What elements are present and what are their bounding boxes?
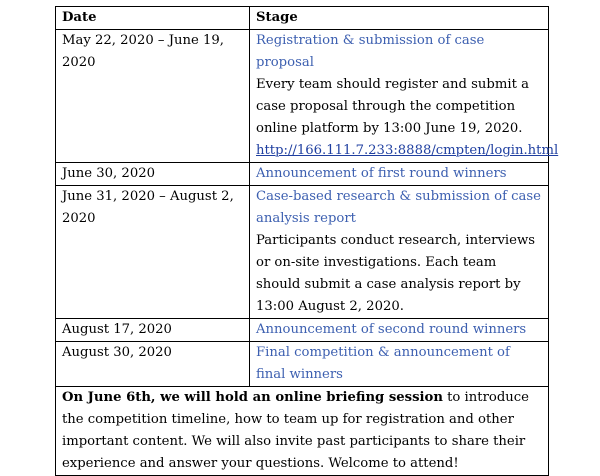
note-text: to introduce the competition timeline, how to team up for registration and other important content. We will also invite past participants to share their experience and answer your questions. Welcome to attend! — [62, 390, 529, 471]
date-header: Date — [56, 7, 250, 30]
schedule-table — [55, 6, 559, 476]
schedule-container — [55, 6, 559, 476]
login-link[interactable]: http://166.111.7.233:8888/cmpten/login.html — [256, 143, 559, 158]
table-row — [56, 186, 549, 319]
date-cell: August 30, 2020 — [56, 342, 250, 387]
stage-cell — [250, 319, 549, 342]
stage-title: Final competition & announcement of final winners — [256, 345, 510, 382]
stage-cell — [250, 163, 549, 186]
header-row — [56, 7, 549, 30]
note-bold-text: On June 6th, we will hold an online briefing session — [62, 390, 443, 405]
stage-title: Registration & submission of case proposal — [256, 33, 485, 70]
date-cell: June 30, 2020 — [56, 163, 250, 186]
stage-description: Every team should register and submit a case proposal through the competition online platform by 13:00 June 19, 2020. — [256, 77, 529, 136]
stage-cell — [250, 30, 559, 163]
stage-title: Announcement of second round winners — [256, 322, 527, 337]
date-cell: June 31, 2020 – August 2, 2020 — [56, 186, 250, 319]
stage-title: Announcement of first round winners — [256, 166, 507, 181]
table-row — [56, 319, 549, 342]
date-cell: May 22, 2020 – June 19, 2020 — [56, 30, 250, 163]
stage-cell — [250, 342, 549, 387]
note-row — [56, 387, 549, 476]
table-row — [56, 342, 549, 387]
briefing-note — [56, 387, 549, 476]
stage-cell — [250, 186, 549, 319]
table-row — [56, 163, 549, 186]
stage-title: Case-based research & submission of case analysis report — [256, 189, 541, 226]
stage-description: Participants conduct research, interviews or on-site investigations. Each team should submit a case analysis report by 13:00 August 2, 2020. — [256, 233, 536, 314]
date-cell: August 17, 2020 — [56, 319, 250, 342]
stage-header: Stage — [250, 7, 549, 30]
table-row — [56, 30, 549, 163]
